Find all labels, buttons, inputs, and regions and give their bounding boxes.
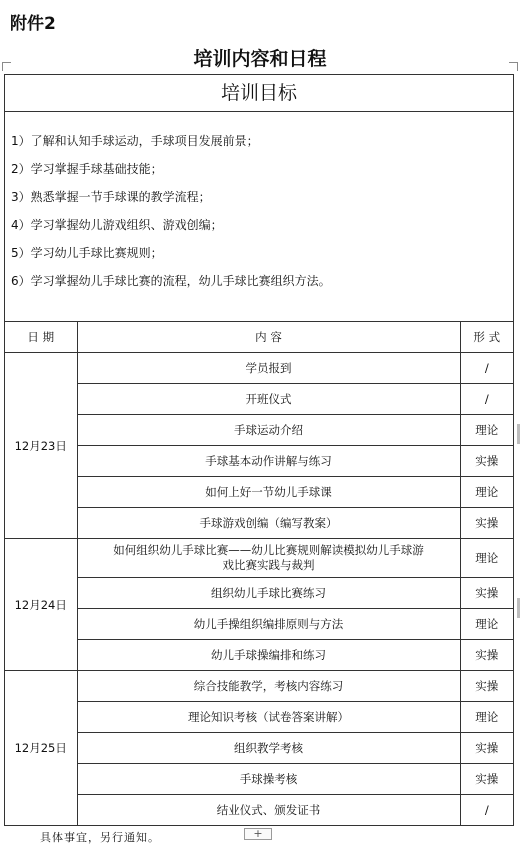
form-cell: 理论	[460, 415, 513, 446]
goals-list	[11, 133, 331, 301]
content-cell: 如何上好一节幼儿手球课	[77, 477, 460, 508]
form-cell: 实操	[460, 640, 513, 671]
content-cell: 开班仪式	[77, 384, 460, 415]
date-cell: 12月23日	[5, 353, 77, 539]
column-header-date: 日 期	[5, 322, 77, 353]
form-cell: 实操	[460, 764, 513, 795]
training-table	[4, 74, 514, 826]
form-cell: 实操	[460, 446, 513, 477]
content-cell: 幼儿手操组织编排原则与方法	[77, 609, 460, 640]
form-cell: /	[460, 795, 513, 826]
content-cell: 理论知识考核（试卷答案讲解）	[77, 702, 460, 733]
content-cell: 幼儿手球操编排和练习	[77, 640, 460, 671]
content-line: 如何组织幼儿手球比赛——幼儿比赛规则解读模拟幼儿手球游	[113, 543, 424, 557]
form-cell: /	[460, 353, 513, 384]
content-cell: 手球基本动作讲解与练习	[77, 446, 460, 477]
content-cell: 手球运动介绍	[77, 415, 460, 446]
goal-item: 1）了解和认知手球运动，手球项目发展前景；	[11, 134, 259, 148]
content-cell: 综合技能教学，考核内容练习	[77, 671, 460, 702]
goal-item: 4）学习掌握幼儿游戏组织、游戏创编；	[11, 218, 223, 232]
form-cell: 理论	[460, 609, 513, 640]
goal-item: 2）学习掌握手球基础技能；	[11, 162, 163, 176]
form-cell: 实操	[460, 671, 513, 702]
content-cell: 组织教学考核	[77, 733, 460, 764]
form-cell: 实操	[460, 733, 513, 764]
content-cell: 组织幼儿手球比赛练习	[77, 578, 460, 609]
date-cell: 12月25日	[5, 671, 77, 826]
content-cell: 学员报到	[77, 353, 460, 384]
footer-note: 具体事宜，另行通知。	[40, 831, 160, 844]
goal-item: 6）学习掌握幼儿手球比赛的流程，幼儿手球比赛组织方法。	[11, 274, 331, 288]
content-cell	[77, 539, 460, 578]
goal-item: 3）熟悉掌握一节手球课的教学流程；	[11, 190, 211, 204]
form-cell: 实操	[460, 578, 513, 609]
column-header-content: 内 容	[77, 322, 460, 353]
attachment-label: 附件2	[10, 14, 56, 34]
form-cell: /	[460, 384, 513, 415]
goals-heading: 培训目标	[5, 75, 513, 112]
form-cell: 理论	[460, 539, 513, 578]
content-cell: 手球操考核	[77, 764, 460, 795]
content-cell: 手球游戏创编（编写教案）	[77, 508, 460, 539]
content-cell: 结业仪式、颁发证书	[77, 795, 460, 826]
date-cell: 12月24日	[5, 539, 77, 671]
add-row-button[interactable]: +	[244, 828, 272, 840]
schedule-table	[5, 321, 513, 826]
form-cell: 理论	[460, 702, 513, 733]
column-header-form: 形 式	[460, 322, 513, 353]
document-title: 培训内容和日程	[193, 48, 327, 70]
form-cell: 理论	[460, 477, 513, 508]
goal-item: 5）学习幼儿手球比赛规则；	[11, 246, 163, 260]
form-cell: 实操	[460, 508, 513, 539]
content-line: 戏比赛实践与裁判	[222, 558, 315, 572]
